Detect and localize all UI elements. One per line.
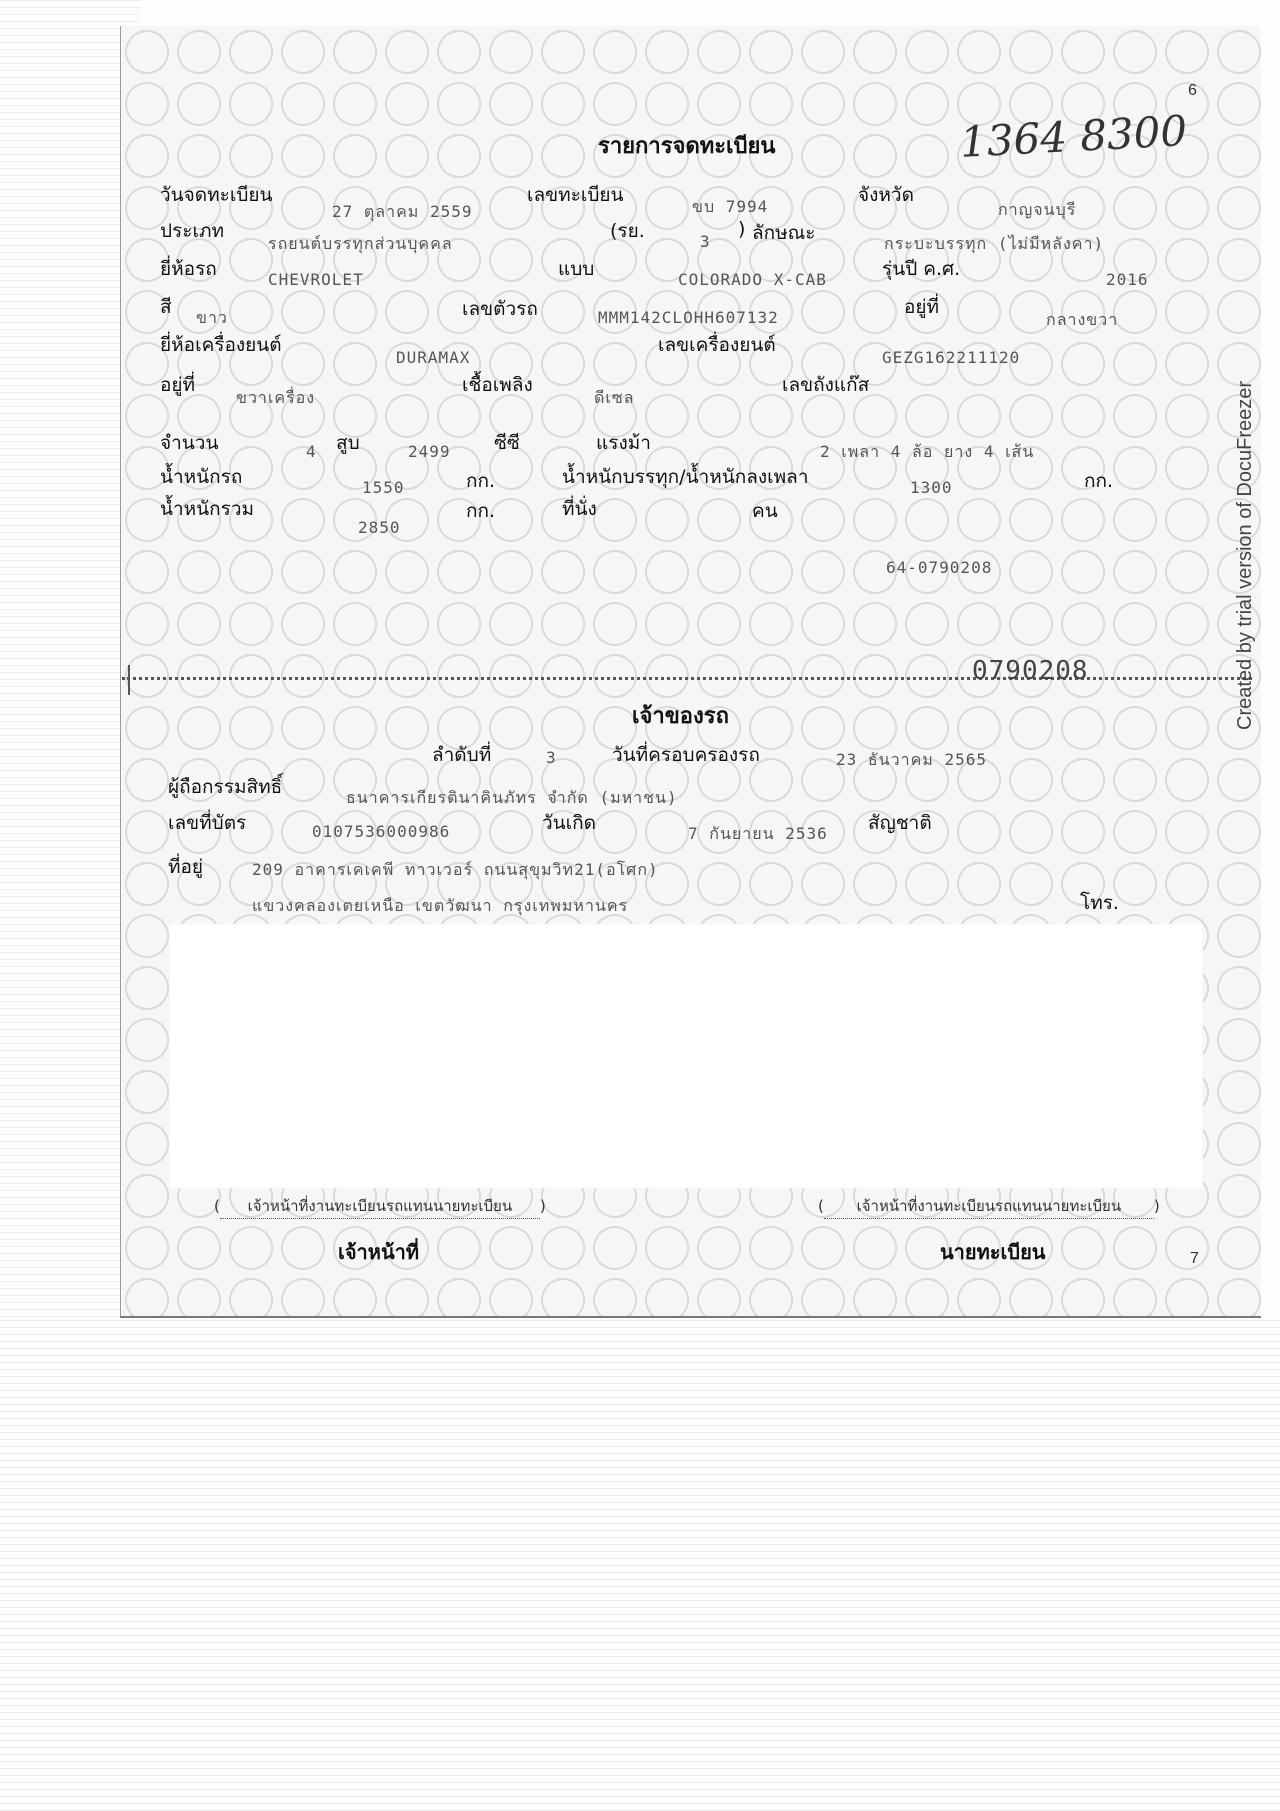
phone-label: โทร. bbox=[1080, 892, 1119, 914]
gross-value: 2850 bbox=[358, 518, 401, 537]
gross-label: น้ำหนักรวม bbox=[160, 498, 255, 520]
color-label: สี bbox=[160, 296, 172, 318]
watermark-text: Created by trial version of DocuFreezer bbox=[1234, 380, 1256, 730]
year-label: รุ่นปี ค.ศ. bbox=[882, 258, 961, 280]
holder-label: ผู้ถือกรรมสิทธิ์ bbox=[168, 776, 283, 798]
address-line-2: แขวงคลองเตยเหนือ เขตวัฒนา กรุงเทพมหานคร bbox=[252, 896, 629, 915]
chassis-label: เลขตัวรถ bbox=[462, 298, 538, 320]
province-value: กาญจนบุรี bbox=[998, 200, 1077, 219]
ry-value: 3 bbox=[700, 232, 711, 251]
chassis-loc-label: อยู่ที่ bbox=[904, 296, 940, 318]
page-number-bottom: 7 bbox=[1190, 1250, 1199, 1267]
hp-label: แรงม้า bbox=[596, 432, 651, 454]
left-signature-line: ( เจ้าหน้าที่งานทะเบียนรถแทนนายทะเบียน ) bbox=[214, 1194, 546, 1219]
engine-brand-label: ยี่ห้อเครื่องยนต์ bbox=[160, 334, 282, 356]
birth-label: วันเกิด bbox=[542, 812, 596, 834]
document-number: 64-0790208 bbox=[886, 558, 993, 577]
axle-value: 2 เพลา 4 ล้อ ยาง 4 เส้น bbox=[820, 442, 1035, 461]
left-signer-name: เจ้าหน้าที่งานทะเบียนรถแทนนายทะเบียน bbox=[220, 1194, 540, 1219]
nationality-label: สัญชาติ bbox=[868, 812, 932, 834]
kg-label-3: กก. bbox=[466, 500, 496, 522]
nature-value: กระบะบรรทุก (ไม่มีหลังคา) bbox=[884, 234, 1105, 253]
brand-label: ยี่ห้อรถ bbox=[160, 258, 217, 280]
fuel-value: ดีเซล bbox=[594, 388, 635, 407]
plate-value: ขบ 7994 bbox=[692, 197, 769, 216]
chassis-loc-value: กลางขวา bbox=[1046, 310, 1119, 329]
nature-label: ลักษณะ bbox=[752, 222, 816, 244]
reg-date-value: 27 ตุลาคม 2559 bbox=[332, 202, 473, 221]
page-number-top: 6 bbox=[1188, 82, 1197, 99]
chassis-value: MMM142CLOHH607132 bbox=[598, 308, 779, 327]
seat-label: ที่นั่ง bbox=[562, 498, 597, 520]
load-label: น้ำหนักบรรทุก/น้ำหนักลงเพลา bbox=[562, 466, 809, 488]
weight-label: น้ำหนักรถ bbox=[160, 466, 243, 488]
kg-label-2: กก. bbox=[1084, 470, 1114, 492]
engine-loc-value: ขวาเครื่อง bbox=[236, 388, 316, 407]
cc-label: ซีซี bbox=[494, 432, 520, 454]
brand-value: CHEVROLET bbox=[268, 270, 364, 289]
perforation-mark bbox=[128, 665, 130, 695]
possess-date-value: 23 ธันวาคม 2565 bbox=[836, 750, 987, 769]
engine-loc-label: อยู่ที่ bbox=[160, 374, 196, 396]
scan-texture-left bbox=[0, 0, 140, 1320]
color-value: ขาว bbox=[196, 308, 228, 327]
address-line-1: 209 อาคารเคเคพี ทาวเวอร์ ถนนสุขุมวิท21(อโศก) bbox=[252, 860, 659, 879]
model-value: COLORADO X-CAB bbox=[678, 270, 827, 289]
model-label: แบบ bbox=[558, 258, 595, 280]
handwritten-note: 1364 8300 bbox=[958, 106, 1189, 167]
engine-no-label: เลขเครื่องยนต์ bbox=[658, 334, 776, 356]
possess-date-label: วันที่ครอบครองรถ bbox=[612, 744, 760, 766]
type-value: รถยนต์บรรทุกส่วนบุคคล bbox=[268, 234, 453, 253]
right-signer-name: เจ้าหน้าที่งานทะเบียนรถแทนนายทะเบียน bbox=[824, 1194, 1154, 1219]
right-signature-line: ( เจ้าหน้าที่งานทะเบียนรถแทนนายทะเบียน ) bbox=[818, 1194, 1160, 1219]
redaction-box bbox=[170, 925, 1202, 1187]
order-label: ลำดับที่ bbox=[432, 744, 492, 766]
id-card-value: 0107536000986 bbox=[312, 822, 451, 841]
address-label: ที่อยู่ bbox=[168, 856, 204, 878]
order-value: 3 bbox=[546, 748, 557, 767]
gas-tank-label: เลขถังแก๊ส bbox=[782, 374, 870, 396]
weight-value: 1550 bbox=[362, 478, 405, 497]
count-label: จำนวน bbox=[160, 432, 219, 454]
seat-unit: คน bbox=[752, 500, 778, 522]
id-card-label: เลขที่บัตร bbox=[168, 812, 247, 834]
left-signer-title: เจ้าหน้าที่ bbox=[338, 1240, 420, 1264]
fuel-label: เชื้อเพลิง bbox=[462, 374, 533, 396]
birth-value: 7 กันยายน 2536 bbox=[688, 824, 828, 843]
engine-no-value: GEZG162211120 bbox=[882, 348, 1021, 367]
engine-brand-value: DURAMAX bbox=[396, 348, 471, 367]
province-label: จังหวัด bbox=[858, 184, 914, 206]
plate-label: เลขทะเบียน bbox=[527, 184, 624, 206]
cylinder-value: 4 bbox=[306, 442, 317, 461]
owner-title: เจ้าของรถ bbox=[632, 704, 729, 729]
reg-date-label: วันจดทะเบียน bbox=[160, 184, 273, 206]
perforation-number: 0790208 bbox=[972, 656, 1089, 686]
load-value: 1300 bbox=[910, 478, 953, 497]
cc-value: 2499 bbox=[408, 442, 451, 461]
right-signer-title: นายทะเบียน bbox=[940, 1240, 1046, 1264]
type-label: ประเภท bbox=[160, 220, 225, 242]
holder-value: ธนาคารเกียรตินาคินภัทร จำกัด (มหาชน) bbox=[346, 788, 678, 807]
cylinder-label: สูบ bbox=[336, 432, 360, 454]
ry-close: ) bbox=[738, 218, 746, 240]
year-value: 2016 bbox=[1106, 270, 1149, 289]
kg-label-1: กก. bbox=[466, 470, 496, 492]
ry-label: (รย. bbox=[610, 220, 645, 242]
scan-texture-bottom bbox=[0, 1320, 1280, 1811]
registration-title: รายการจดทะเบียน bbox=[598, 134, 776, 159]
